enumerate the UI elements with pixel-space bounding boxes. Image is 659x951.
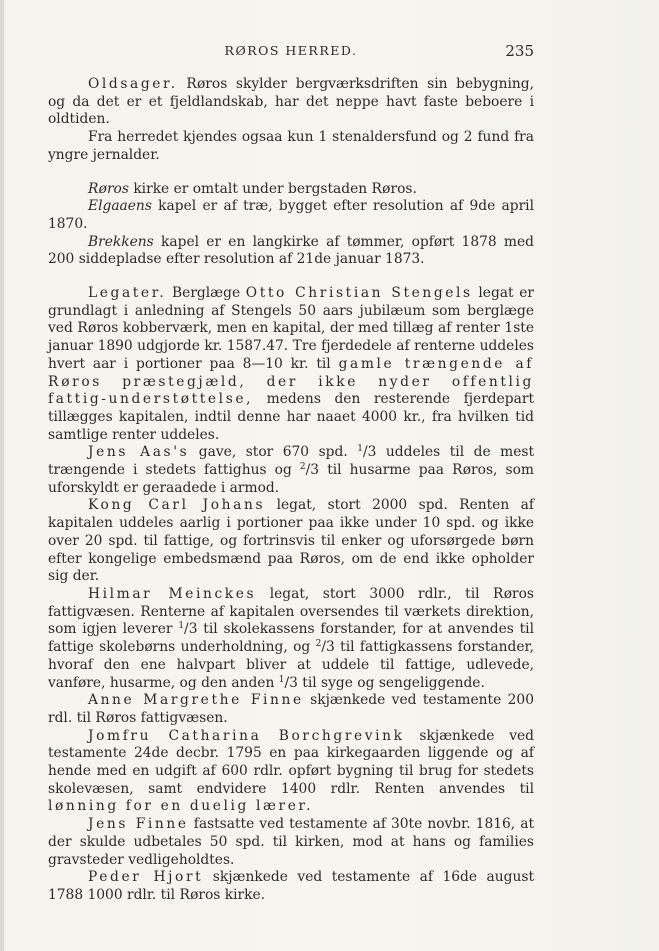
paragraph-jens-finne xyxy=(48,816,534,869)
paragraph-text: skjænkede ved testamente af 16de august 1788 1000 rdlr. til Røros kirke. xyxy=(48,869,534,903)
fraction-numerator: 2 xyxy=(299,462,306,473)
paragraph-lead: Hilmar Meinckes xyxy=(88,585,257,602)
paragraph-lead: Jens Aas's xyxy=(88,444,190,461)
paragraph-text: gave, stor 670 spd. xyxy=(189,444,358,461)
spaced-name: Otto Christian Stengels xyxy=(245,285,473,302)
paragraph-text: Berglæge xyxy=(166,285,246,302)
paragraph-jens-aas xyxy=(48,444,534,497)
paragraph-oldsager xyxy=(48,76,534,129)
paragraph-fund xyxy=(48,129,534,164)
paragraph-legater xyxy=(48,285,534,444)
paragraph-anne-margrethe-finne xyxy=(48,692,534,727)
paragraph-lead: Brekkens xyxy=(88,233,154,250)
paragraph-lead: Jomfru Catharina Borchgrevink xyxy=(88,727,405,744)
paragraph-lead: Kong Carl Johans xyxy=(88,497,266,514)
paragraph-lead: Anne Margrethe Finne xyxy=(88,692,304,709)
paragraph-hilmar-meincke xyxy=(48,586,534,692)
paragraph-lead: Elgaaens xyxy=(88,198,152,215)
paragraph-text: legat er grundlagt i anledning af Stengels 50 aars jubilæum som berglæge ved Røros kobberværk, men en kapital, der med tillæg af renter 1ste januar 1890 udgjorde kr. 1587.47. Tre fjerdedele af renterne uddeles hvert aar i portioner paa 8—10 kr. til xyxy=(48,285,534,372)
paragraph-text: kapel er en langkirke af tømmer, opført 1878 med 200 siddepladse efter resolution af 21de januar 1873. xyxy=(48,233,534,268)
running-head: RØROS HERRED. xyxy=(224,43,358,58)
paragraph-lead: Legater. xyxy=(88,285,167,302)
spaced-phrase: lønning for en duelig lærer. xyxy=(48,798,314,815)
paragraph-text: til syge og sengeliggende. xyxy=(297,674,485,691)
paragraph-text: til husarme paa Røros, som uforskyldt er geraadede i armod. xyxy=(48,462,534,496)
paragraph-text: til skolekassens forstander, for at anvendes til fattige skolebørns underholdning, og xyxy=(48,621,534,656)
paragraph-text: Røros skylder bergværksdriften sin bebygning, og da det er et fjeldlandskab, har det neppe havt faste beboere i oldtiden. xyxy=(48,76,534,128)
body-text xyxy=(48,76,534,905)
fraction-numerator: 1 xyxy=(357,444,363,455)
paragraph-text: Fra herredet kjendes ogsaa kun 1 stenaldersfund og 2 fund fra yngre jernalder. xyxy=(48,129,534,163)
paragraph-lead: Røros xyxy=(88,180,129,197)
fraction-denominator: /3 xyxy=(284,674,298,691)
paragraph-lead: Jens Finne xyxy=(88,816,189,833)
fraction-numerator: 2 xyxy=(315,639,322,650)
paragraph-lead: Oldsager. xyxy=(88,76,178,92)
fraction-denominator: /3 xyxy=(184,621,198,638)
paragraph-text: kirke er omtalt under bergstaden Røros. xyxy=(128,180,417,197)
paragraph-text: fastsatte ved testamente af 30te novbr. 1816, at der skulde udbetales 50 spd. til kirken, mod at hans og families gravsteder vedligeholdtes. xyxy=(48,816,534,868)
fraction-numerator: 1 xyxy=(178,621,185,632)
paragraph-text: til fattigkassens forstander, hvoraf den ene halvpart bliver at uddele til fattige, udlevede, vanføre, husarme, og den anden xyxy=(48,639,534,691)
paragraph-text: medens den resterende fjerdepart tillægges kapitalen, indtil denne har naaet 4000 kr., fra hvilken tid samtlige renter uddeles. xyxy=(48,391,534,443)
fraction-numerator: 1 xyxy=(278,674,285,685)
spaced-phrase: gamle trængende af Røros præstegjæld, der ikke nyder offentlig fattig-understøttelse, xyxy=(48,355,535,408)
paragraph-text: skjænkede ved testamente 24de decbr. 1795 en paa kirkegaarden liggende og af hende med en udgift af 600 rdlr. opført bygning til brug for stedets skolevæsen, samt endvidere 1400 rdlr. Renten anvendes til xyxy=(48,727,534,797)
fraction-denominator: /3 xyxy=(305,462,320,479)
paragraph-text: legat, stort 3000 rdlr., til Røros fattigvæsen. Renterne af kapitalen oversendes til værkets direktion, som igjen leverer xyxy=(48,585,534,638)
paragraph-roros-kirke xyxy=(48,181,534,199)
paragraph-text: skjænkede ved testamente 200 rdl. til Røros fattigvæsen. xyxy=(48,692,534,726)
paragraph-brekkens-kapel xyxy=(48,234,534,269)
paragraph-text: legat, stort 2000 spd. Renten af kapitalen uddeles aarlig i portioner paa ikke under 10 spd. og ikke over 20 spd. til fattige, og fortrinsvis til enker og uforsørgede børn efter kongelige embedsmænd paa Røros, om de end ikke opholder sig der. xyxy=(48,497,534,585)
paragraph-lead: Peder Hjort xyxy=(88,869,204,886)
page-binding-edge xyxy=(0,0,4,951)
paragraph-catharina-borchgrevink xyxy=(48,728,534,817)
paragraph-text: kapel er af træ, bygget efter resolution af 9de april 1870. xyxy=(48,198,534,232)
paragraph-text: uddeles til de mest trængende i stedets fattighus og xyxy=(48,444,535,479)
fraction-denominator: /3 xyxy=(362,444,377,461)
paragraph-kong-carl-johan xyxy=(48,497,534,586)
page-number: 235 xyxy=(505,42,534,60)
paragraph-elgaaens-kapel xyxy=(48,198,534,233)
page-header xyxy=(48,42,534,60)
paragraph-peder-hjort xyxy=(48,869,534,904)
fraction-denominator: /3 xyxy=(321,639,335,656)
